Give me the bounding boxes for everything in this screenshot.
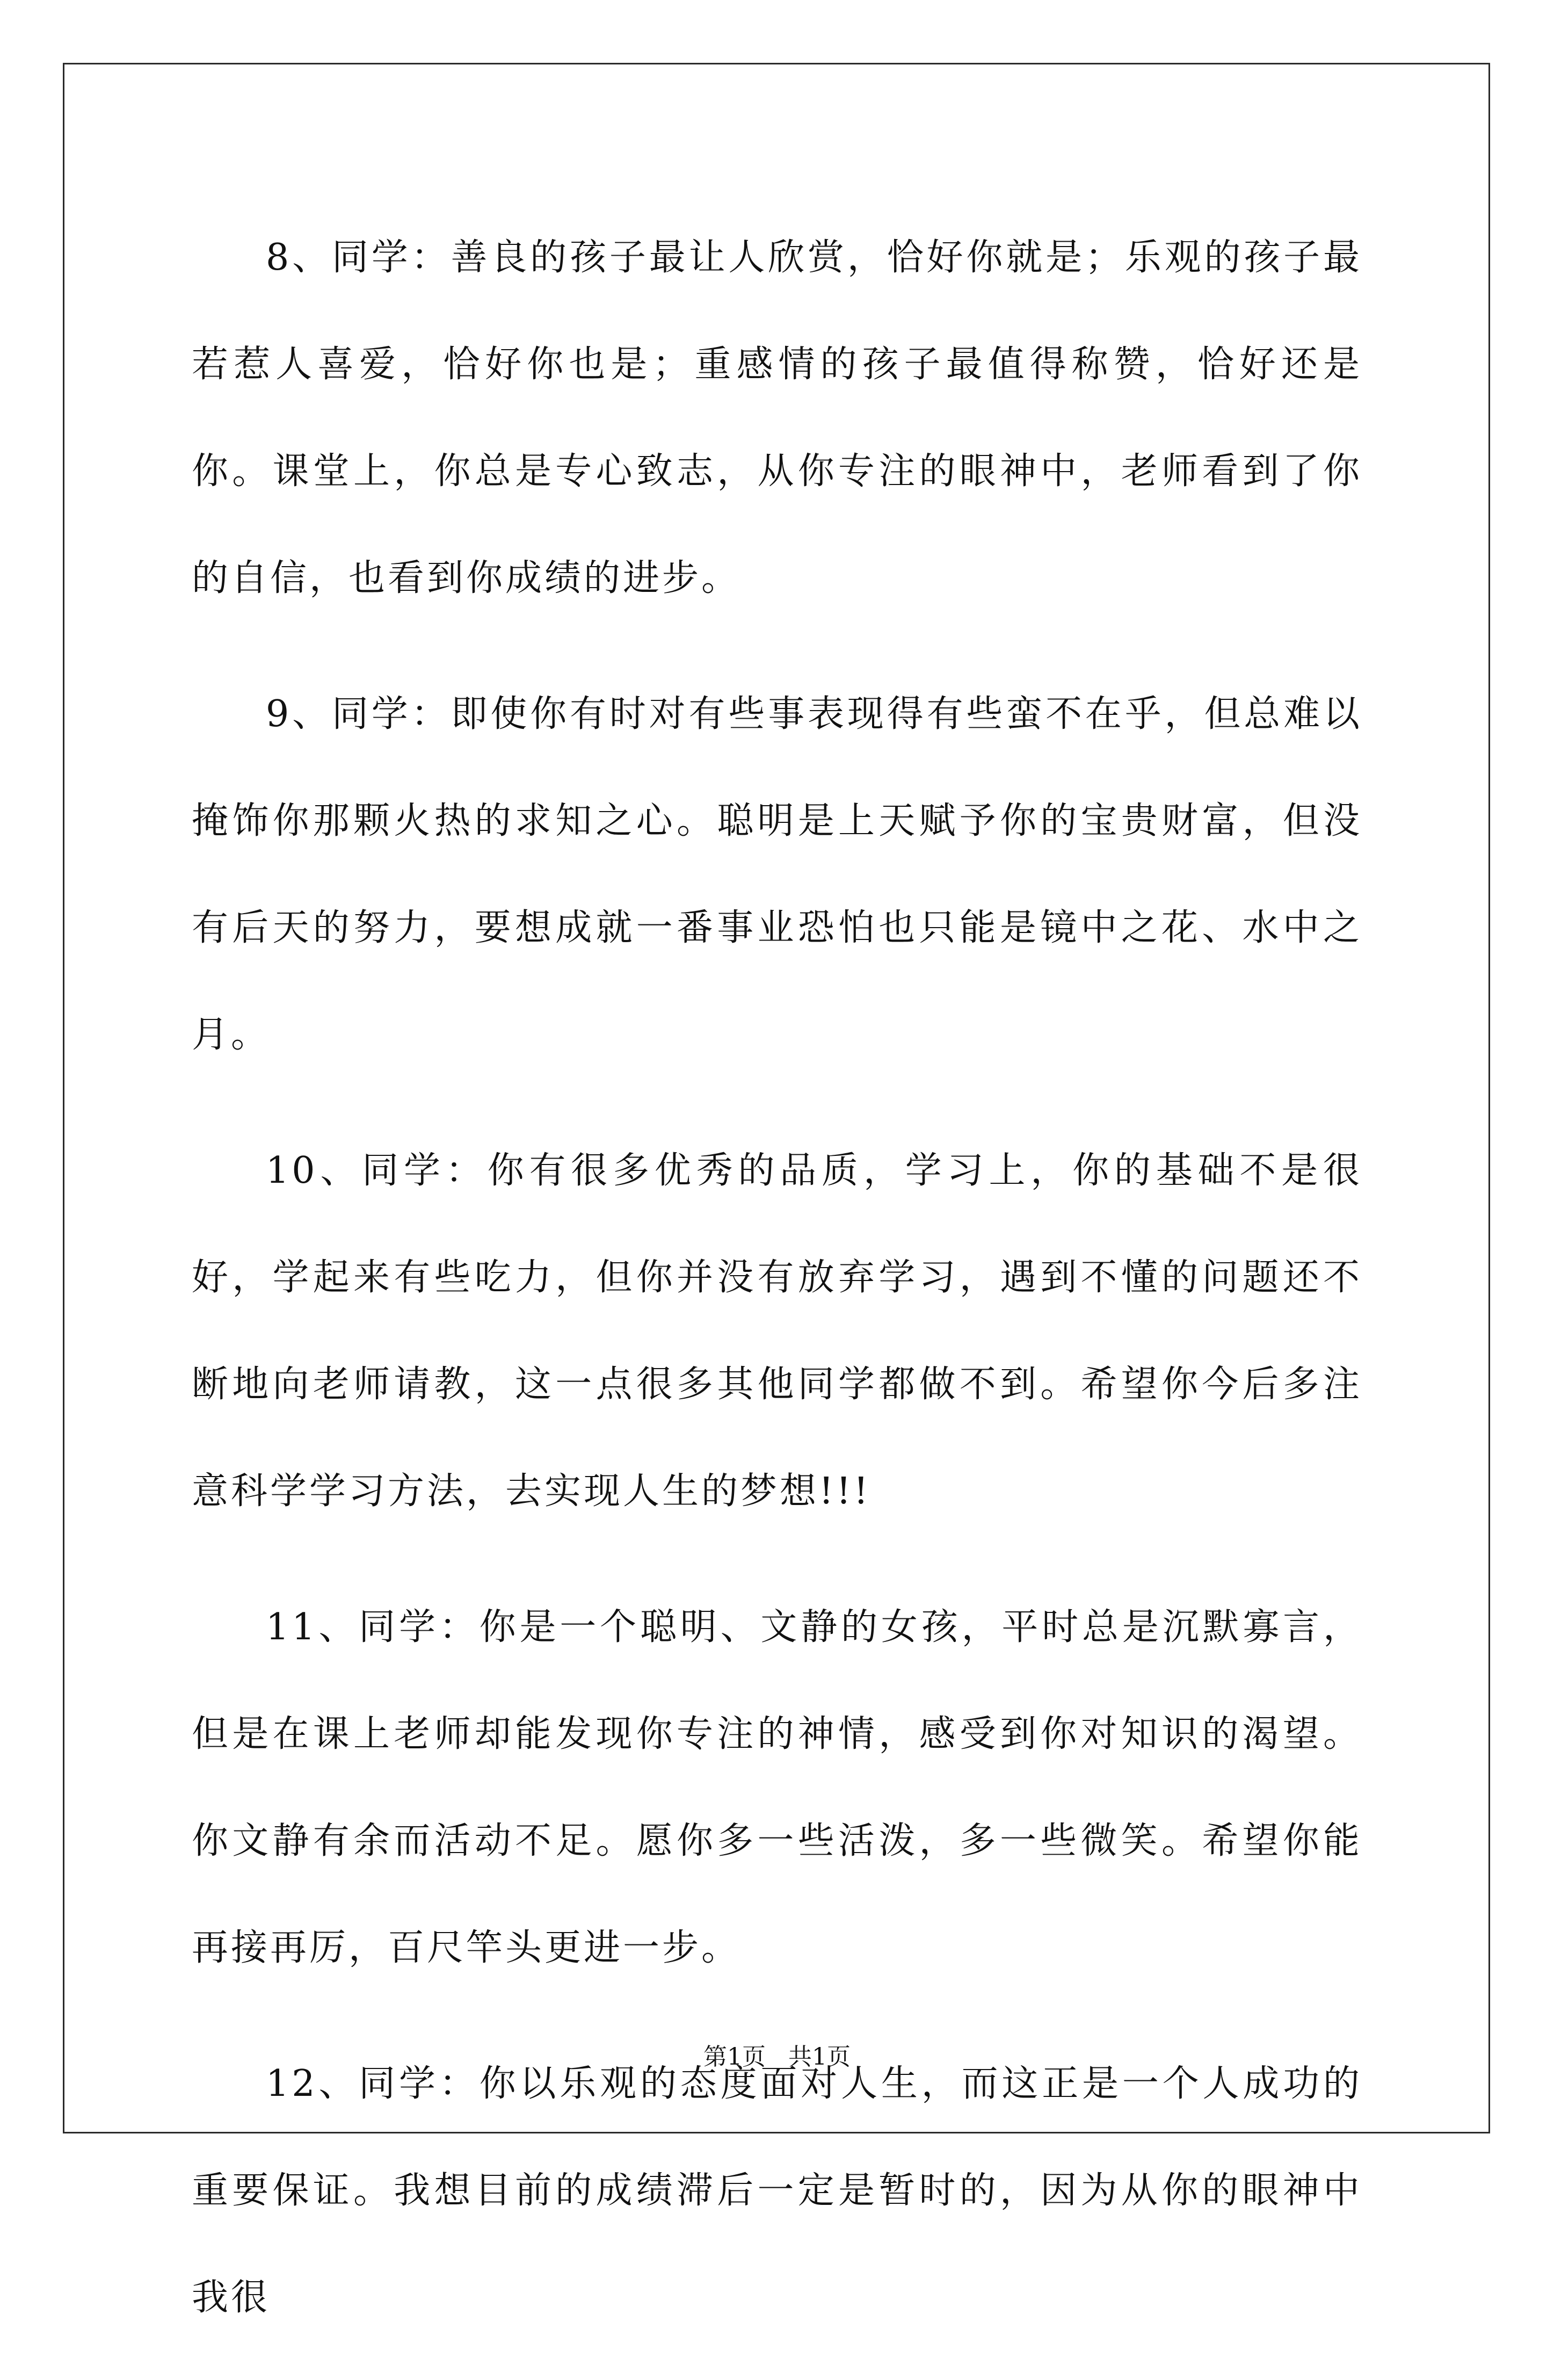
page-footer: 第1页 共1页: [703, 2043, 851, 2071]
paragraph-11: 11、同学：你是一个聪明、文静的女孩，平时总是沉默寡言，但是在课上老师却能发现你专注的神情，感受到你对知识的渴望。你文静有余而活动不足。愿你多一些活泼，多一些微笑。希望你能再接再厉，百尺竿头更进一步。: [192, 1606, 1362, 1969]
paragraph-12: 12、同学：你以乐观的态度面对人生，而这正是一个人成功的重要保证。我想目前的成绩滞后一定是暂时的，因为从你的眼神中我很: [192, 2063, 1362, 2319]
paragraph-10: 10、同学：你有很多优秀的品质，学习上，你的基础不是很好，学起来有些吃力，但你并没有放弃学习，遇到不懂的问题还不断地向老师请教，这一点很多其他同学都做不到。希望你今后多注意科学学习方法，去实现人生的梦想!!!: [192, 1149, 1362, 1513]
paragraph-9: 9、同学：即使你有时对有些事表现得有些蛮不在乎，但总难以掩饰你那颗火热的求知之心。聪明是上天赋予你的宝贵财富，但没有后天的努力，要想成就一番事业恐怕也只能是镜中之花、水中之月。: [192, 693, 1362, 1056]
paragraph-8: 8、同学：善良的孩子最让人欣赏，恰好你就是；乐观的孩子最若惹人喜爱，恰好你也是；重感情的孩子最值得称赞，恰好还是你。课堂上，你总是专心致志，从你专注的眼神中，老师看到了你的自信，也看到你成绩的进步。: [192, 236, 1362, 599]
